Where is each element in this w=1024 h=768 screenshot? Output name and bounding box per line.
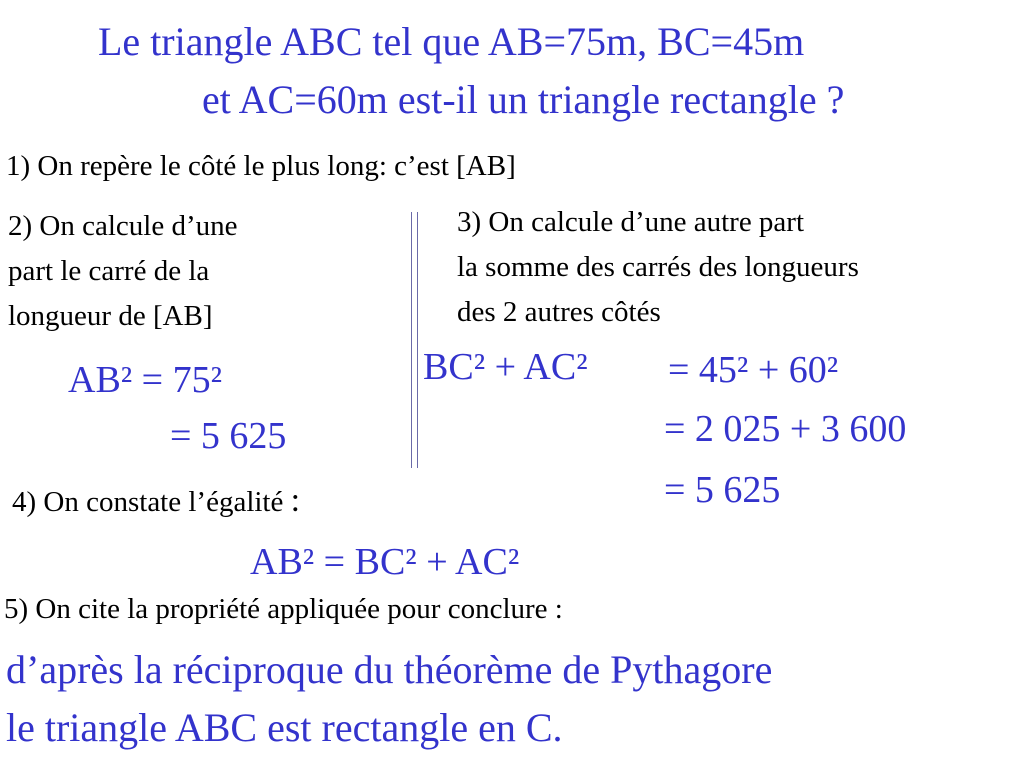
divider-line-left [411,212,412,468]
step-4 [12,484,300,518]
equality: AB² = BC² + AC² [250,541,520,583]
step-2-line-1: 2) On calcule d’une [8,210,238,242]
step-3-line-1: 3) On calcule d’une autre part [457,206,805,238]
title-line-2: et AC=60m est-il un triangle rectangle ? [202,77,845,122]
step-3-line-3: des 2 autres côtés [457,296,661,328]
step-1: 1) On repère le côté le plus long: c’est [AB] [6,150,516,182]
conclusion-line-2: le triangle ABC est rectangle en C. [6,705,563,750]
sum-squares-lhs: BC² + AC² [423,346,588,388]
sum-squares-line-1: = 45² + 60² [668,349,839,391]
ab-squared-line-1: AB² = 75² [68,359,223,401]
step-2-line-3: longueur de [AB] [8,300,213,332]
step-3-line-2: la somme des carrés des longueurs [457,251,859,283]
step-5: 5) On cite la propriété appliquée pour conclure : [4,593,563,625]
sum-squares-line-3: = 5 625 [664,469,781,511]
step-4-colon: : [290,482,301,519]
ab-squared-line-2: = 5 625 [170,415,287,457]
step-3 [457,200,859,335]
conclusion-line-1: d’après la réciproque du théorème de Pythagore [6,647,773,692]
divider-line-right [417,212,418,468]
step-2 [8,204,237,339]
step-2-line-2: part le carré de la [8,255,210,287]
step-4-text: 4) On constate l’égalité [12,486,284,518]
sum-squares-line-2: = 2 025 + 3 600 [664,408,907,450]
title-line-1: Le triangle ABC tel que AB=75m, BC=45m [98,19,805,64]
